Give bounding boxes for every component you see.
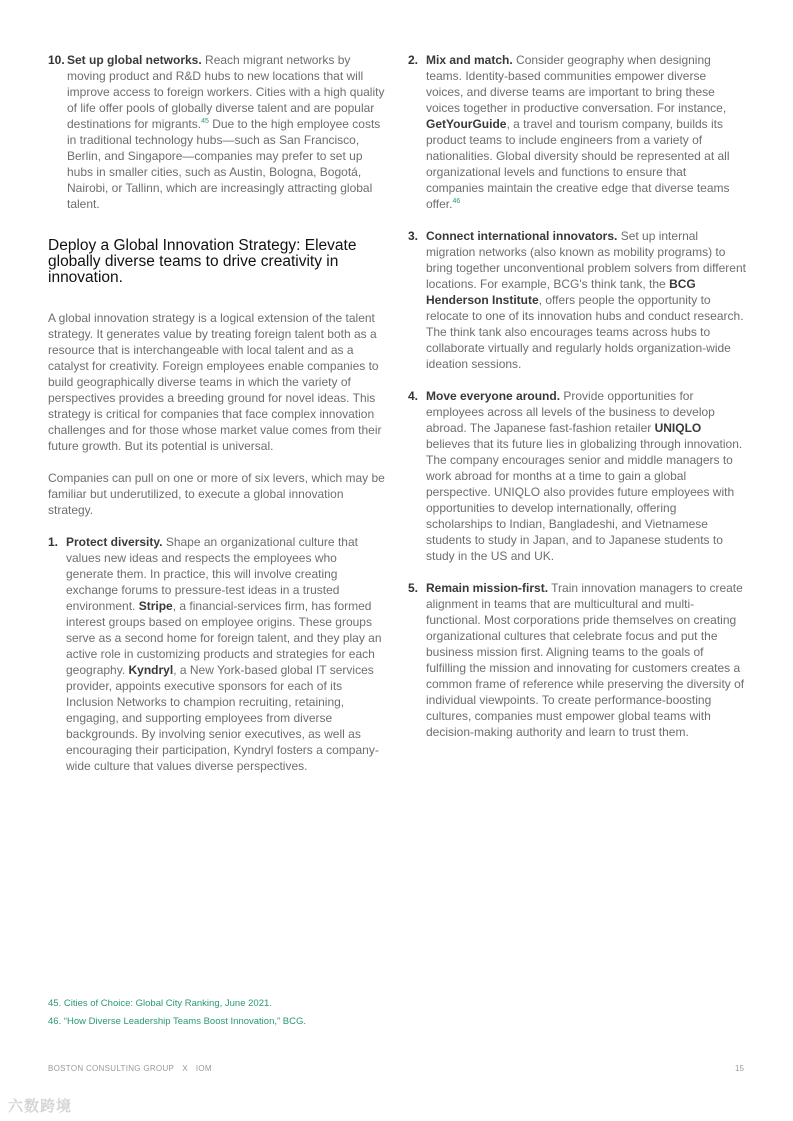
footnote-ref-45[interactable]: 45 [201,118,209,125]
footer-partner: IOM [195,1064,212,1073]
footnote-45: 45. Cities of Choice: Global City Ranking, June 2021. [48,998,272,1009]
item-lead: Set up global networks. [67,53,202,67]
list-item-text: Set up global networks. Reach migrant networks by moving product and R&D hubs to new locations that will improve access to foreign workers. Cities with a high quality of life offer pools of globally diverse talent and are popular destinations for migrants.$^{45}$ Due to the high employee costs in traditional technology hubs—such as San Francisco, Berlin, and Singapore—companies may prefer to set up hubs in smaller cities, such as Austin, Bologna, Bogotá, Nairobi, or Tallinn, which are increasingly attracting global talent. [67,53,385,211]
item-lead: Connect international innovators. [426,229,618,243]
list-number: 10. [48,53,65,67]
footer-separator: X [182,1064,188,1073]
item-lead: Remain mission-first. [426,581,549,595]
footnote-ref-46[interactable]: 46 [452,198,461,205]
watermark: 六数跨境 [8,1098,73,1115]
list-item-2 [408,52,746,212]
list-item-text: Connect international innovators. Set up internal migration networks (also known as mobility programs) to bring together unconventional problem solvers from different locations. For example, BCG's think tank, the BCG Henderson Institute, offers people the opportunity to relocate to one of its innovation hubs and conduct research. The think tank also encourages teams across hubs to collaborate virtually and regularly holds organization-wide ideation sessions. [426,229,746,371]
list-item-text: Remain mission-first. Train innovation managers to create alignment in teams that are multicultural and multi-functional. Most corporations pride themselves on creating organizational cultures that celebrate focus and put the business mission first. Aligning teams to the goals of fulfilling the mission and innovating for customers creates a common frame of reference while preserving the diversity of individual viewpoints. To create performance-boosting cultures, companies must empower global teams with decision-making authority and learn to trust them. [426,581,745,739]
footnote-46: 46. “How Diverse Leadership Teams Boost Innovation,” BCG. [48,1016,307,1027]
list-item-text: Mix and match. Consider geography when designing teams. Identity-based communities empower diverse voices, and diverse teams are important to bring these voices together in productive conversation. For instance, GetYourGuide, a travel and tourism company, builds its product teams to include engineers from a variety of nationalities. Global diversity should be represented at all organizational levels and functions to ensure that companies maintain the creative edge that diverse teams offer.$^{46}$ [426,53,730,211]
footnotes [48,995,306,1031]
body-paragraph-2: Companies can pull on one or more of six levers, which may be familiar but underutilized, to execute a global innovation strategy. [48,471,385,517]
list-number: 4. [408,389,419,403]
list-item-text: Protect diversity. Shape an organizational culture that values new ideas and respects the employees who generate them. In practice, this will involve creating exchange forums to pressure-test ideas in a trusted environment. Stripe, a financial-services firm, has formed interest groups based on employee origins. These groups serve as a second home for foreign talent, and they play an active role in customizing products and strategies for each geography. Kyndryl, a New York-based global IT services provider, appoints executive sponsors for each of its Inclusion Networks to champion recruiting, retaining, engaging, and supporting employees from diverse backgrounds. By involving senior executives, as well as encouraging their participation, Kyndryl fosters a company-wide culture that values diverse perspectives. [66,535,382,773]
list-number: 2. [408,53,419,67]
left-column [48,52,386,790]
body-paragraph-1: A global innovation strategy is a logical extension of the talent strategy. It generates value by treating foreign talent both as a resource that is interchangeable with local talent and as a catalyst for creativity. Foreign employees enable companies to build geographically diverse teams in which the variety of perspectives provides a breeding ground for novel ideas. This strategy is critical for companies that face complex innovation challenges and for those whose market value comes from their future growth. But its potential is universal. [48,311,382,453]
list-item-4 [408,388,746,564]
list-number: 3. [408,229,419,243]
list-number: 1. [48,535,59,549]
list-number: 5. [408,581,419,595]
page-number: 15 [735,1064,744,1073]
item-lead: Mix and match. [426,53,513,67]
list-item-3 [408,228,746,372]
company-name: Kyndryl [128,663,174,677]
footer-publisher: BOSTON CONSULTING GROUP [48,1064,175,1073]
company-name: BCG Henderson Institute [426,277,696,307]
company-name: Stripe [138,599,173,613]
company-name: UNIQLO [654,421,702,435]
company-name: GetYourGuide [426,117,507,131]
section-heading: Deploy a Global Innovation Strategy: Elevate globally diverse teams to drive creativity in innovation. [48,237,357,286]
list-item-10 [48,52,386,212]
item-lead: Protect diversity. [66,535,163,549]
list-item-text: Move everyone around. Provide opportunities for employees across all levels of the business to develop abroad. The Japanese fast-fashion retailer UNIQLO believes that its future lies in globalizing through innovation. The company encourages senior and middle managers to work abroad for months at a time to gain a global perspective. UNIQLO also provides future employees with opportunities to develop internationally, offering scholarships to Indian, Bangladeshi, and Vietnamese students to study in Japan, and to Japanese students to study in the US and UK. [426,389,743,563]
item-lead: Move everyone around. [426,389,561,403]
right-column [408,52,746,756]
list-item-1 [48,534,386,774]
list-item-5 [408,580,746,740]
page-footer [48,1064,212,1073]
